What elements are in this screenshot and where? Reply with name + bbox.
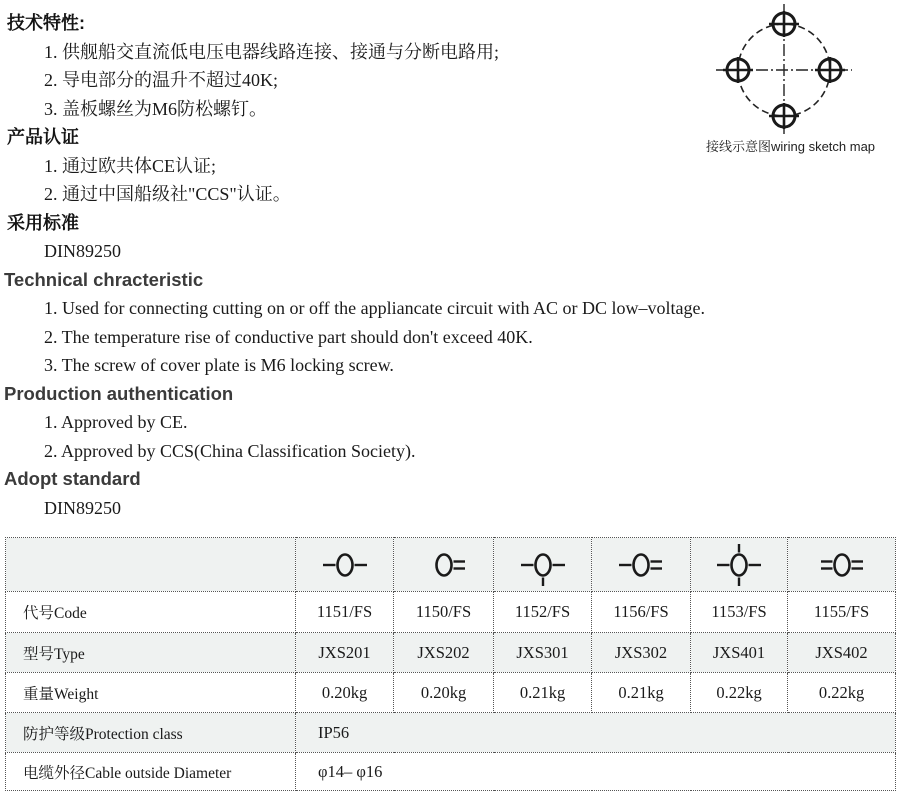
table-row (6, 673, 896, 713)
row-value: JXS402 (788, 633, 896, 673)
section-heading-en: Adopt standard (4, 468, 141, 490)
row-value: 1152/FS (494, 592, 592, 633)
standard-value: DIN89250 (44, 497, 121, 518)
row-label: 防护等级Protection class (6, 713, 296, 753)
row-value-merged: IP56 (296, 713, 896, 753)
symbol-cell (394, 538, 494, 592)
section-heading-zh: 技术特性: (7, 13, 85, 33)
table-row (6, 753, 896, 791)
row-value-merged: φ14– φ16 (296, 753, 896, 791)
terminal-screw-right (815, 57, 845, 83)
section-heading-en: Technical chracteristic (4, 268, 204, 290)
list-item: 1. Used for connecting cutting on or off the appliancate circuit with AC or DC low–voltage. (44, 298, 706, 319)
row-value: 0.22kg (691, 673, 788, 713)
circuit-contact-symbol-icon (317, 542, 373, 588)
row-value: JXS201 (296, 633, 394, 673)
row-value: 0.22kg (788, 673, 896, 713)
row-value: 0.21kg (494, 673, 592, 713)
symbol-cell (592, 538, 691, 592)
spec-table (5, 537, 896, 791)
circuit-contact-symbol-icon (416, 542, 472, 588)
circuit-contact-symbol-icon (814, 542, 870, 588)
list-item: 1. 通过欧共体CE认证; (44, 155, 217, 176)
section-heading-en: Production authentication (4, 382, 234, 404)
list-item: 1. 供舰船交直流低电压电器线路连接、接通与分断电路用; (44, 41, 499, 62)
row-value: 1150/FS (394, 592, 494, 633)
table-row (6, 592, 896, 633)
row-label: 代号Code (6, 592, 296, 633)
standard-value: DIN89250 (44, 241, 121, 262)
circuit-contact-symbol-icon (515, 542, 571, 588)
row-value: 1153/FS (691, 592, 788, 633)
row-label: 重量Weight (6, 673, 296, 713)
terminal-screw-bottom (769, 103, 799, 129)
row-value: 1155/FS (788, 592, 896, 633)
row-value: JXS202 (394, 633, 494, 673)
symbol-cell (788, 538, 896, 592)
wiring-sketch-diagram (690, 2, 896, 136)
row-label: 电缆外径Cable outside Diameter (6, 753, 296, 791)
list-item: 2. 导电部分的温升不超过40K; (44, 70, 278, 91)
list-item: 3. The screw of cover plate is M6 locking screw. (44, 355, 394, 376)
diagram-caption: 接线示意图wiring sketch map (706, 139, 876, 154)
circuit-contact-symbol-icon (613, 542, 669, 588)
list-item: 1. Approved by CE. (44, 412, 188, 433)
row-value: 1151/FS (296, 592, 394, 633)
row-value: JXS301 (494, 633, 592, 673)
section-heading-zh: 产品认证 (7, 127, 79, 148)
section-heading-zh: 采用标准 (7, 212, 79, 233)
row-value: JXS401 (691, 633, 788, 673)
table-row (6, 713, 896, 753)
row-value: 0.21kg (592, 673, 691, 713)
table-corner-cell (6, 538, 296, 592)
row-value: 1156/FS (592, 592, 691, 633)
table-header-row (6, 538, 896, 592)
row-label: 型号Type (6, 633, 296, 673)
terminal-screw-top (769, 11, 799, 37)
symbol-cell (296, 538, 394, 592)
symbol-cell (494, 538, 592, 592)
list-item: 3. 盖板螺丝为M6防松螺钉。 (44, 98, 268, 119)
row-value: 0.20kg (394, 673, 494, 713)
list-item: 2. The temperature rise of conductive part should don't exceed 40K. (44, 326, 533, 347)
terminal-screw-left (723, 57, 753, 83)
circuit-contact-symbol-icon (711, 542, 767, 588)
table-row (6, 633, 896, 673)
list-item: 2. 通过中国船级社"CCS"认证。 (44, 184, 291, 205)
row-value: JXS302 (592, 633, 691, 673)
list-item: 2. Approved by CCS(China Classification Society). (44, 440, 416, 461)
symbol-cell (691, 538, 788, 592)
row-value: 0.20kg (296, 673, 394, 713)
